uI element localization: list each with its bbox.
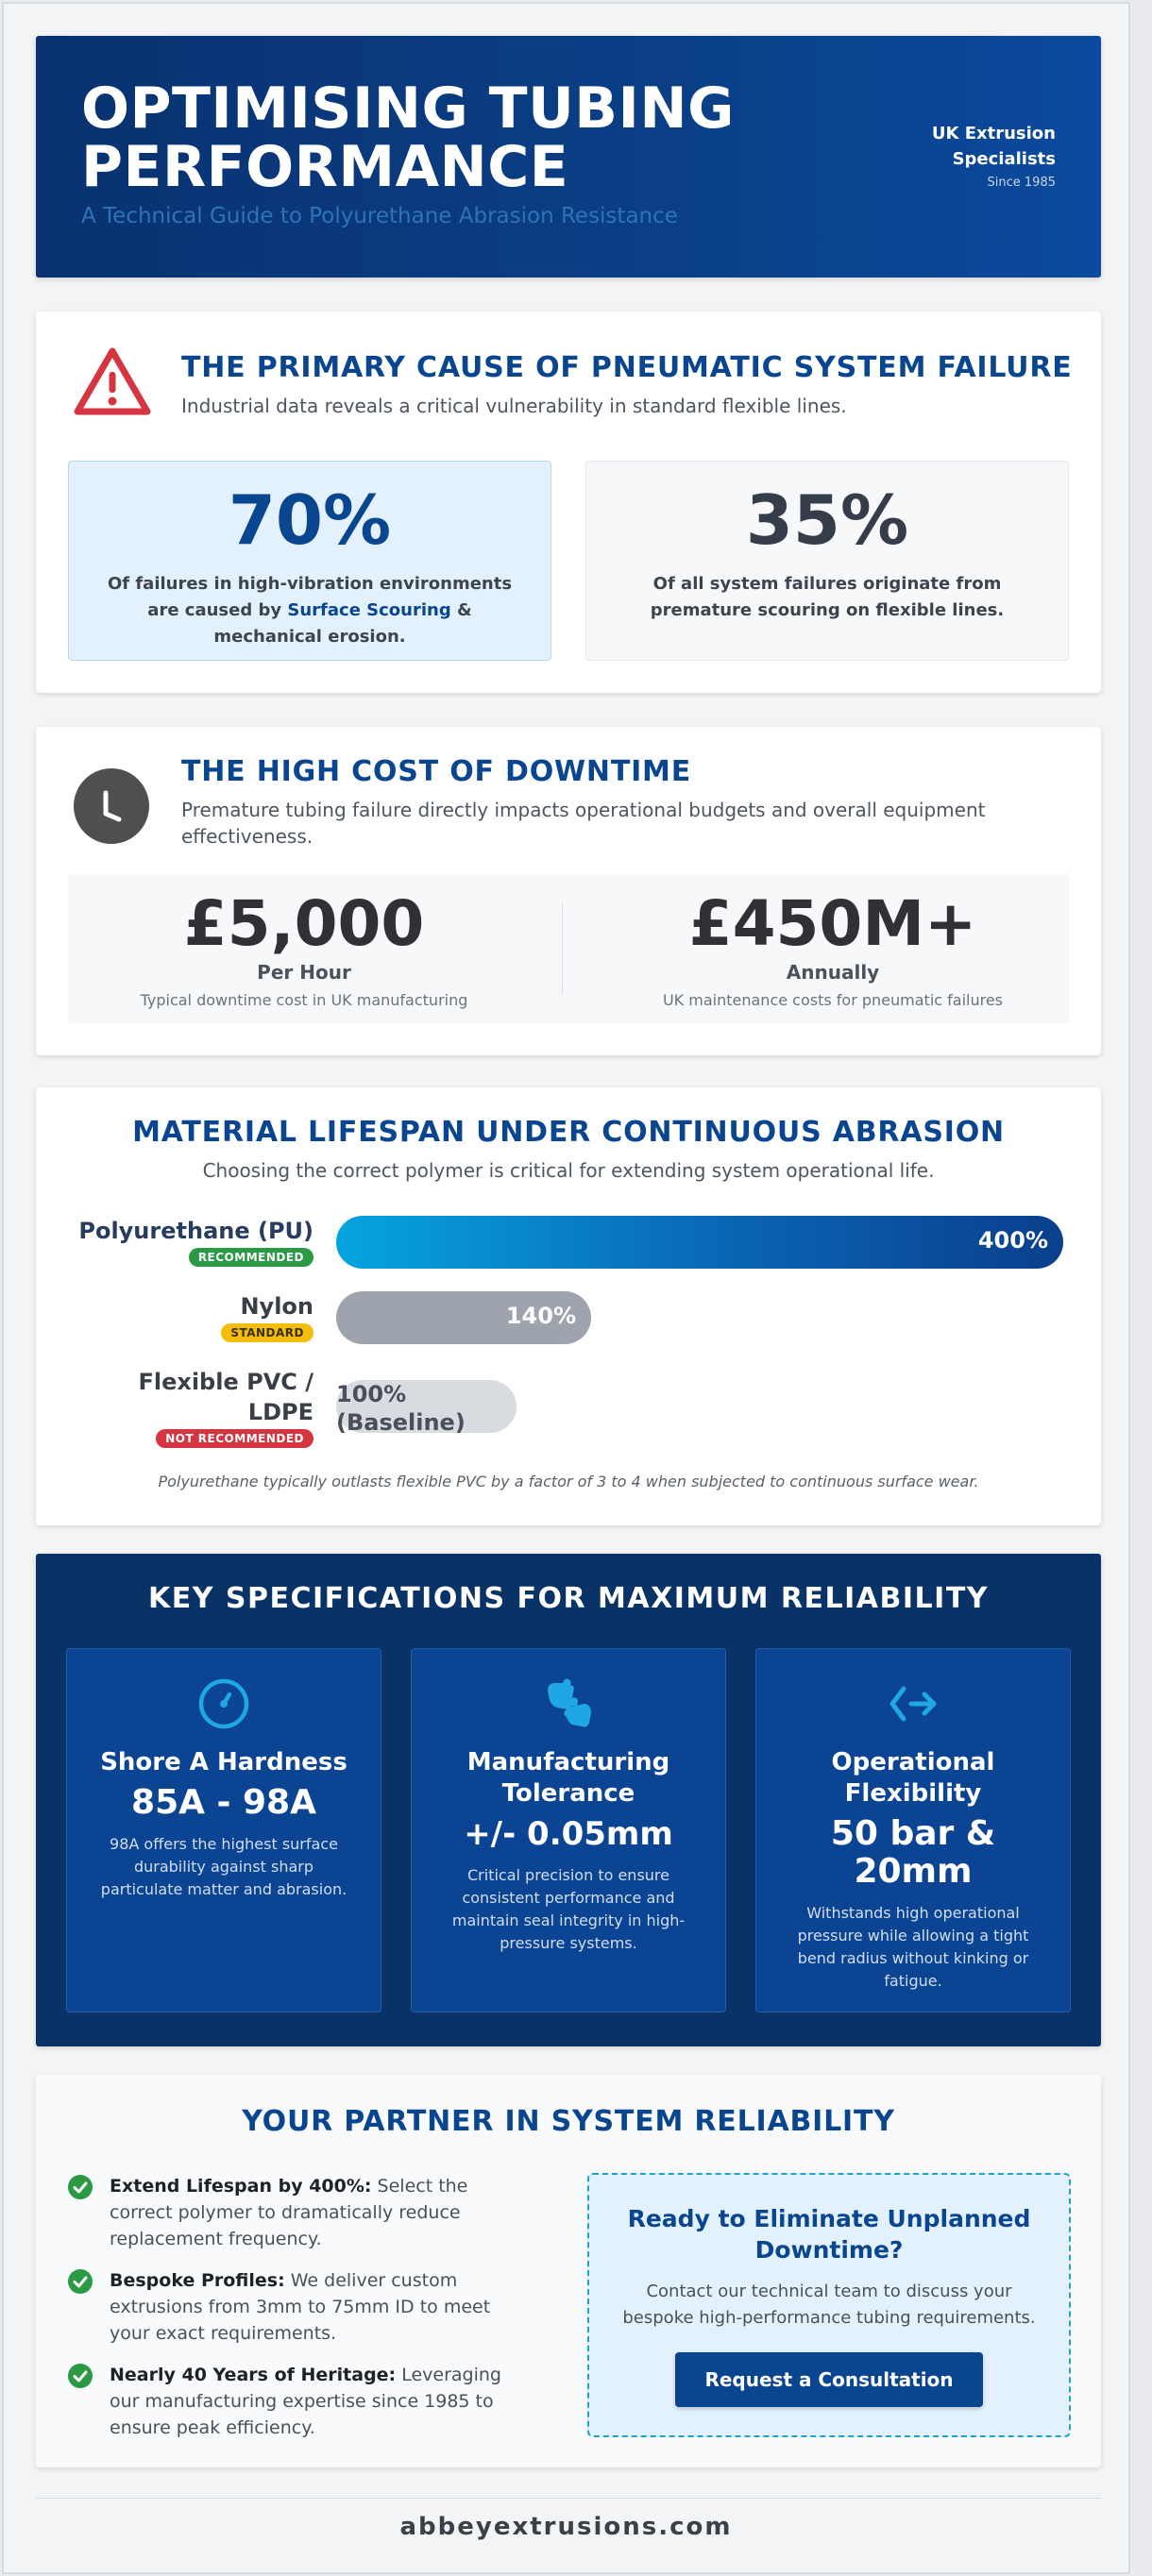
spec-card-flexibility: [755, 1648, 1071, 2012]
cost-stats-box: [68, 874, 1069, 1023]
lifespan-description: Choosing the correct polymer is critical for extending system operational life.: [202, 1159, 935, 1182]
cost-stat-hourly: [68, 889, 540, 1009]
failure-title: THE PRIMARY CAUSE OF PNEUMATIC SYSTEM FAILURE: [181, 351, 1073, 384]
page-subtitle: A Technical Guide to Polyurethane Abrasion Resistance: [81, 204, 678, 228]
spec-description: 98A offers the highest surface durability against sharp particulate matter and abrasion.: [100, 1835, 347, 1898]
divider: [562, 902, 563, 995]
downtime-title: THE HIGH COST OF DOWNTIME: [181, 755, 692, 788]
specifications-title: KEY SPECIFICATIONS FOR MAXIMUM RELIABILITY: [147, 1582, 990, 1615]
benefit-item: [68, 2267, 521, 2347]
cta-title: Ready to Eliminate Unplanned Downtime?: [627, 2205, 1031, 2264]
specifications-section: [36, 1554, 1101, 2046]
spec-name: Shore A Hardness: [100, 1748, 347, 1776]
request-consultation-button[interactable]: Request a Consultation: [675, 2352, 983, 2407]
cost-label: Annually: [786, 961, 880, 984]
brand-since: Since 1985: [987, 176, 1056, 190]
recommended-badge: RECOMMENDED: [189, 1248, 313, 1267]
cta-box: [587, 2173, 1071, 2437]
clock-icon: [74, 768, 149, 844]
stat-card-70: [68, 461, 551, 661]
cost-value: £5,000: [183, 887, 425, 960]
spec-card-tolerance: [411, 1648, 726, 2012]
bar-value: 140%: [505, 1303, 576, 1329]
check-circle-icon: [68, 2269, 93, 2294]
not-recommended-badge: NOT RECOMMENDED: [156, 1429, 313, 1448]
partner-title: YOUR PARTNER IN SYSTEM RELIABILITY: [242, 2105, 895, 2138]
lifespan-bar-nylon: [336, 1291, 591, 1344]
warning-triangle-icon: [72, 345, 153, 419]
flex-arrows-icon: [885, 1675, 941, 1732]
brand-block: [914, 121, 1056, 190]
stat-value: 35%: [745, 480, 909, 560]
spec-name: Manufacturing Tolerance: [466, 1748, 670, 1808]
lifespan-title: MATERIAL LIFESPAN UNDER CONTINUOUS ABRASION: [132, 1116, 1005, 1149]
material-name: Nylon: [240, 1293, 313, 1320]
header-banner: [36, 36, 1101, 278]
material-name: Flexible PVC / LDPE: [138, 1369, 313, 1425]
material-name: Polyurethane (PU): [78, 1218, 313, 1244]
spec-description: Critical precision to ensure consistent performance and maintain seal integrity in high-pressure systems.: [451, 1866, 686, 1952]
bar-value: 100% (Baseline): [336, 1381, 466, 1436]
lifespan-footnote: Polyurethane typically outlasts flexible PVC by a factor of 3 to 4 when subjected to continuous surface wear.: [158, 1473, 979, 1490]
benefit-text: Bespoke Profiles: We deliver custom extrusions from 3mm to 75mm ID to meet your exact requirements.: [110, 2270, 491, 2344]
bar-value: 400%: [977, 1227, 1048, 1254]
benefit-text: Extend Lifespan by 400%: Select the correct polymer to dramatically reduce replacement frequency.: [110, 2176, 468, 2249]
bar-label: [49, 1367, 313, 1448]
check-circle-icon: [68, 2364, 93, 2388]
footer-divider: [36, 2498, 1101, 2499]
cost-subtext: Typical downtime cost in UK manufacturing: [140, 991, 468, 1009]
lifespan-section: [36, 1087, 1101, 1525]
downtime-section: [36, 727, 1101, 1055]
puzzle-icon: [540, 1675, 597, 1732]
lifespan-bar-polyurethane: [336, 1216, 1063, 1269]
gauge-icon: [195, 1675, 252, 1732]
infographic-page: [2, 2, 1130, 2574]
standard-badge: STANDARD: [221, 1323, 313, 1342]
stat-text: Of failures in high-vibration environments are caused by Surface Scouring & mechanical erosion.: [107, 574, 513, 647]
downtime-description: Premature tubing failure directly impacts operational budgets and overall equipment effectiveness.: [181, 799, 986, 848]
cta-description: Contact our technical team to discuss your bespoke high-performance tubing requirements.: [622, 2281, 1036, 2328]
spec-name: Operational Flexibility: [831, 1748, 995, 1808]
benefit-text: Nearly 40 Years of Heritage: Leveraging our manufacturing expertise since 1985 to ensure peak efficiency.: [110, 2365, 501, 2438]
stat-card-35: [585, 461, 1069, 661]
spec-description: Withstands high operational pressure while allowing a tight bend radius without kinking or fatigue.: [797, 1904, 1029, 1990]
benefit-item: [68, 2362, 521, 2441]
check-circle-icon: [68, 2175, 93, 2199]
bar-label: [49, 1216, 313, 1267]
bar-label: [49, 1291, 313, 1342]
brand-name: UK Extrusion Specialists: [931, 124, 1056, 169]
failure-section: [36, 311, 1101, 693]
cost-label: Per Hour: [257, 961, 351, 984]
cost-subtext: UK maintenance costs for pneumatic failures: [662, 991, 1004, 1009]
spec-value: 50 bar & 20mm: [830, 1814, 996, 1891]
page-title: OPTIMISING TUBING PERFORMANCE: [81, 76, 735, 200]
partner-section: [36, 2075, 1101, 2467]
spec-card-hardness: [66, 1648, 381, 2012]
spec-value: +/- 0.05mm: [464, 1815, 673, 1853]
stat-text: Of all system failures originate from premature scouring on flexible lines.: [650, 574, 1005, 620]
failure-description: Industrial data reveals a critical vulnerability in standard flexible lines.: [181, 395, 847, 417]
stat-value: 70%: [228, 480, 392, 560]
lifespan-bar-pvc: [336, 1380, 517, 1436]
stat-highlight: Surface Scouring: [287, 600, 451, 620]
benefit-item: [68, 2173, 521, 2252]
cost-value: £450M+: [688, 887, 977, 960]
cost-stat-annual: [597, 889, 1069, 1009]
spec-value: 85A - 98A: [131, 1783, 316, 1822]
footer-domain-link[interactable]: abbeyextrusions.com: [399, 2513, 733, 2541]
